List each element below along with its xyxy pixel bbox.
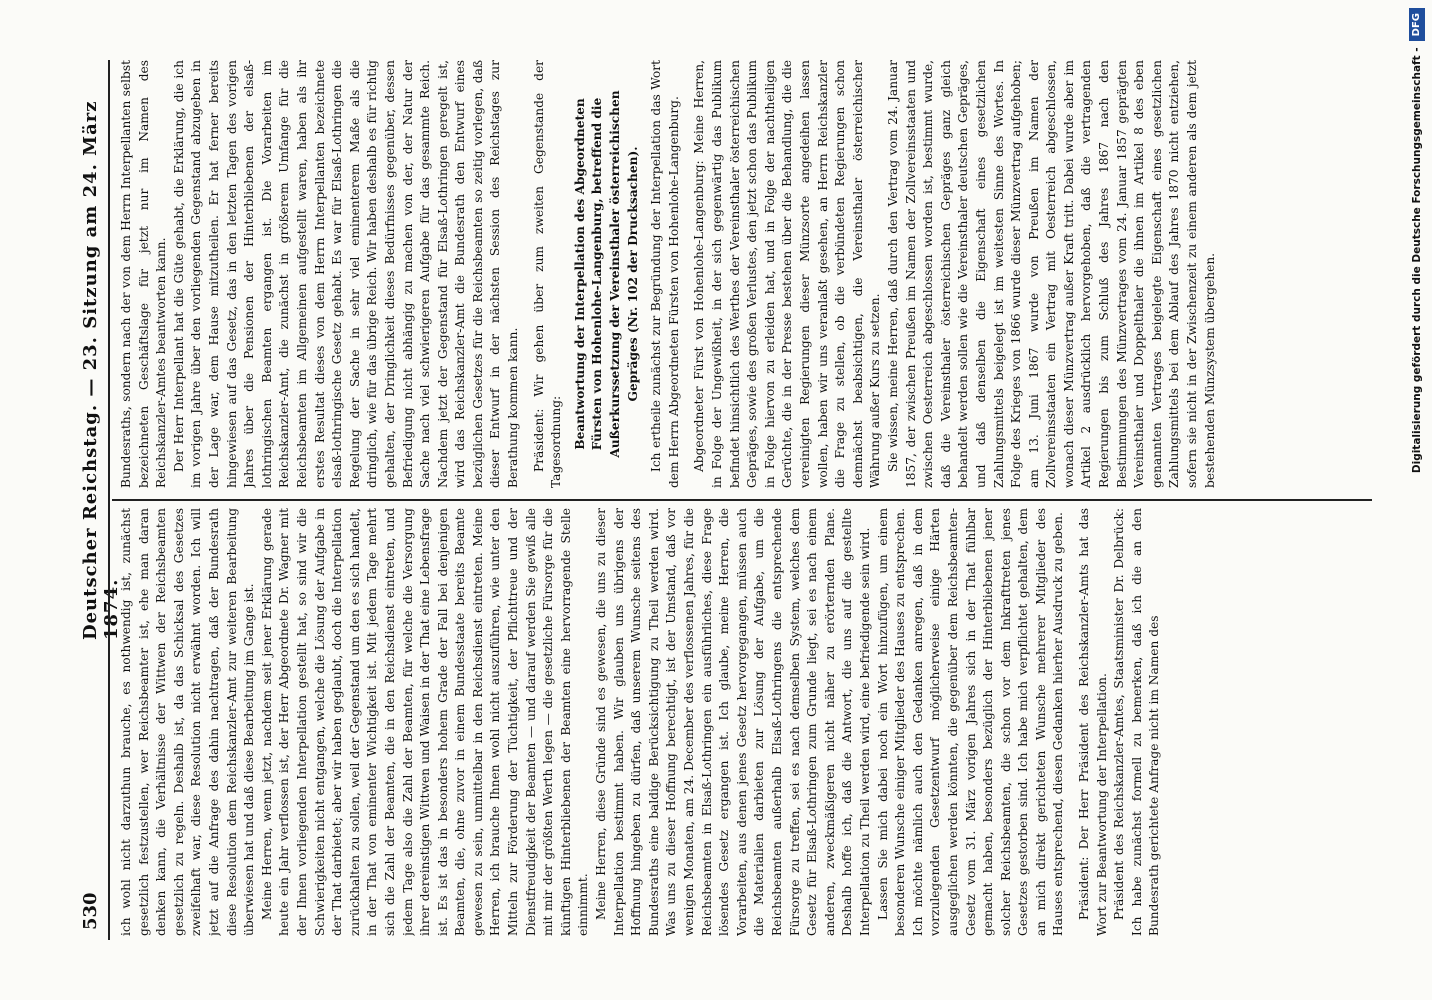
right-paragraph: Bundesraths, sondern nach der von dem Herrn Interpellanten selbst bezeichneten Geschäftslage für jetzt nur im Namen des Reichskanzler-Amtes beantworten kann. (119, 60, 169, 488)
left-paragraph: Meine Herren, wenn jetzt, nachdem seit jener Erklärung gerade heute ein Jahr verflossen ist, der Herr Abgeordnete Dr. Wagner mit der Ihnen vorliegenden Interpellation gestellt hat, so sind wir die Schwierigkeiten nicht entgangen, welche die Lösung der Aufgabe in der That darbietet; aber wir haben geglaubt, doch die Interpellation zurückhalten zu sollen, weil der Gegenstand um den es sich handelt, in der That von eminenter Wichtigkeit ist. Mit jedem Tage mehrt sich die Zahl der Beamten, die in den Reichsdienst eintreten, und jedem Tage also die Zahl der Beamten, für welche die Versorgung ihrer dereinstigen Wittwen und Waisen in der That eine Lebensfrage ist. Es ist das in besonders hohem Grade der Fall bei denjenigen Beamten, die, ohne zuvor in einem Bundesstaate bereits Beamte gewesen zu sein, unmittelbar in den Reichsdienst eintreten. Meine Herren, ich brauche Ihnen wohl nicht auszuführen, wie unter den Mitteln zur Förderung der Tüchtigkeit, der Pflichttreue und der Dienstfreudigkeit der Beamten — und darauf werden Sie gewiß alle mit mir der größten Werth legen — die gesetzliche Fürsorge für die künftigen Hinterbliebenen der Beamten eine hervorragende Stelle einnimmt. (259, 508, 591, 936)
page-number: 530 (80, 892, 101, 930)
left-paragraph: Präsident: Der Herr Präsident des Reichskanzler-Amts hat das Wort zur Beantwortung der Interpellation. (1077, 508, 1109, 936)
right-paragraph: Präsident: Wir gehen über zum zweiten Gegenstande der Tagesordnung: (531, 60, 564, 488)
right-paragraph: Sie wissen, meine Herren, daß durch den Vertrag vom 24. Januar 1857, der zwischen Preußen im Namen der Zollvereinsstaaten und zwischen Oesterreich abgeschlossen worden ist, bestimmt wurde, daß die Vereinsthaler österreichischen Gepräges ganz gleich behandelt werden sollen wie die Vereinsthaler deutschen Gepräges, und daß denselben die Eigenschaft eines gesetzlichen Zahlungsmittels beigelegt ist im weitesten Sinne des Wortes. In Folge des Krieges von 1866 wurde dieser Münzvertrag aufgehoben; am 13. Juni 1867 wurde von Preußen im Namen der Zollvereinsstaaten ein Vertrag mit Oesterreich abgeschlossen, wonach dieser Münzvertrag außer Kraft tritt. Dabei wurde aber im Artikel 2 ausdrücklich hervorgehoben, daß die vertragenden Regierungen bis zum Schluß des Jahres 1867 nach den Bestimmungen des Münzvertrages vom 24. Januar 1857 geprägten Vereinsthaler und Doppelthaler die ihnen im Artikel 8 des eben genannten Vertrages beigelegte Eigenschaft eines gesetzlichen Zahlungsmittels bei dem Ablauf des Jahres 1870 nicht entziehen, sofern sie nicht in der Zwischenzeit zu einem anderen als dem jetzt bestehenden Münzsystem übergehen. (885, 60, 1217, 488)
left-column (118, 508, 1368, 936)
left-paragraph: Meine Herren, diese Gründe sind es gewesen, die uns zu dieser Interpellation bestimmt haben. Wir glauben uns übrigens der Hoffnung hingeben zu dürfen, daß unserem Wunsche seitens des Bundesraths eine baldige Berücksichtigung zu Theil werden wird. Was uns zu dieser Hoffnung berechtigt, ist der Umstand, daß vor wenigen Monaten, am 24. December des verflossenen Jahres, für die Reichsbeamten in Elsaß-Lothringen ein ausführliches, diese Frage lösendes Gesetz ergangen ist. Ich glaube, meine Herren, die Vorarbeiten, aus denen jenes Gesetz hervorgegangen, müssen auch die Materialien darbieten zur Lösung der Aufgabe, um die Reichsbeamten außerhalb Elsaß-Lothringens die entsprechende Fürsorge zu treffen, sei es nach demselben System, welches dem Gesetz für Elsaß-Lothringen zum Grunde liegt, sei es nach einem anderen, zweckmäßigeren nicht näher zu erörternden Plane. Deshalb hoffe ich, daß die Antwort, die uns auf die gestellte Interpellation zu Theil werden wird, eine befriedigende sein wird. (594, 508, 872, 936)
right-paragraph: Der Herr Interpellant hat die Güte gehabt, die Erklärung, die ich im vorigen Jahre über den vorliegenden Gegenstand abzugeben in der Lage war, dem Hause mitzutheilen. Er hat ferner bereits hingewiesen auf das Gesetz, das in den letzten Tagen des vorigen Jahres über die Pensionen der Hinterbliebenen der elsaß-lothringischen Beamten ergangen ist. Die Vorarbeiten im Reichskanzler-Amt, die zunächst in größerem Umfange für die Reichsbeamten im Allgemeinen aufgestellt waren, haben als ihr erstes Resultat dieses von dem Herrn Interpellanten bezeichnete elsaß-lothringische Gesetz gehabt. Es war für Elsaß-Lothringen die Regelung der Sache in sehr viel eminenterem Maße als die dringlich, wie für das übrige Reich. Wir haben deshalb es für richtig gehalten, der Dringlichkeit dieses Bedürfnisses gegenüber, dessen Befriedigung nicht abhängig zu machen von der, der Natur der Sache nach viel schwierigeren Aufgabe für das gesammte Reich. Nachdem jetzt der Gegenstand für Elsaß-Lothringen geregelt ist, wird das Reichskanzler-Amt die Bundesrath den Entwurf eines bezüglichen Gesetzes für die Reichsbeamten so zeitig vorlegen, daß dieser Entwurf in der nächsten Session des Reichstages zur Berathung kommen kann. (171, 60, 521, 488)
column-divider (112, 499, 1372, 501)
digitization-note (1401, 8, 1429, 992)
page-header (72, 60, 122, 940)
left-paragraph: ich wohl nicht darzuthun brauche, es nothwendig ist, zunächst gesetzlich festzustellen, wer Reichsbeamter ist, ehe man daran denken kann, die Verhältnisse der Wittwen der Reichsbeamten gesetzlich zu regeln. Deshalb ist, da das Schicksal des Gesetzes zweifelhaft war, diese Resolution nicht erwähnt worden. Ich will jetzt auf die Anfrage des dahin nachtragen, daß der Bundesrath diese Resolution dem Reichskanzler-Amt zur weiteren Bearbeitung überwiesen hat und daß diese Bearbeitung im Gange ist. (119, 508, 257, 936)
running-title: Deutscher Reichstag. — 23. Sitzung am 24. März 1874. (80, 100, 122, 640)
left-paragraph: Lassen Sie mich dabei noch ein Wort hinzufügen, um einem besonderen Wunsche einiger Mitglieder des Hauses zu entsprechen. Ich möchte nämlich auch den Gedanken anregen, daß in dem vorzulegenden Gesetzentwurf möglicherweise einige Härten ausgeglichen werden könnten, die gegenüber dem Reichsbeamten-Gesetz vom 31. März vorigen Jahres sich in der That fühlbar gemacht haben, besonders bezüglich der Hinterbliebenen jener solcher Reichsbeamten, die schon vor dem Inkrafttreten jenes Gesetzes gestorben sind. Ich habe mich verpflichtet gehalten, dem an mich direkt gerichteten Wunsche mehrerer Mitglieder des Hauses entsprechend, diesen Gedanken hierher Ausdruck zu geben. (875, 508, 1066, 936)
dfg-logo: DFG (1409, 8, 1425, 41)
right-column (118, 60, 1368, 488)
right-paragraph: Abgeordneter Fürst von Hohenlohe-Langenburg: Meine Herren, in Folge der Ungewißheit, in der sich gegenwärtig das Publikum befindet hinsichtlich des Werthes der Vereinsthaler österreichischen Gepräges, sowie des großen Verlustes, den jetzt schon das Publikum in Folge hiervon zu erleiden hat, und in Folge der nachtheiligen Gerüchte, die in der Presse bestehen über die Behandlung, die die vereinigten Regierungen dieser Münzsorte angedeihen lassen wollen, haben wir uns veranlaßt gesehen, an Herrn Reichskanzler die Frage zu stellen, ob die verbündeten Regierungen schon demnächst beabsichtigen, die Vereinsthaler österreichischer Währung außer Kurs zu setzen. (692, 60, 883, 488)
funding-note-text: Digitalisierung gefördert durch die Deutsche Forschungsgemeinschaft - (1411, 47, 1423, 474)
right-paragraph: Ich ertheile zunächst zur Begründung der Interpellation das Wort dem Herrn Abgeordneten Fürsten von Hohenlohe-Langenburg. (649, 60, 681, 488)
agenda-heading: Beantwortung der Interpellation des Abgeordneten Fürsten von Hohenlohe-Langenburg, betreffend die Außerkurssetzung der Vereinsthaler österreichischen Gepräges (Nr. 102 der Drucksachen). (572, 90, 640, 458)
header-rule (108, 60, 110, 940)
left-paragraph: Präsident des Reichskanzler-Amtes, Staatsminister Dr. Delbrück: Ich habe zunächst formell zu bemerken, daß ich die an den Bundesrath gerichtete Anfrage nicht im Namen des (1112, 508, 1162, 936)
